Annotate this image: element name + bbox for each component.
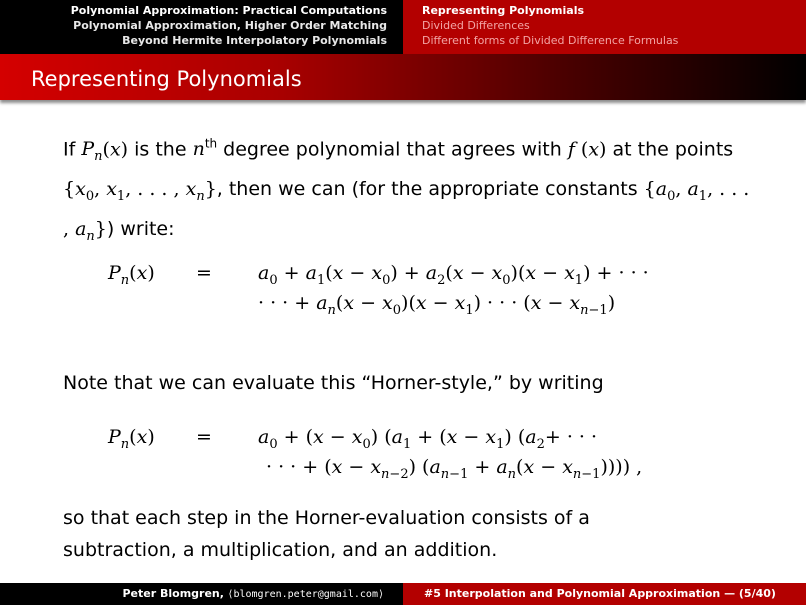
subsection-link-representing-polynomials[interactable]: Representing Polynomials [422, 4, 585, 17]
slide-title-bar [0, 54, 806, 100]
intro-text-5: , then we can (for the appropriate constants [216, 178, 644, 201]
formula-point-set: {$x_0$, $x_1$, . . . , $x_n$} [63, 178, 217, 204]
note-paragraph: Note that we can evaluate this “Horner-style,” by writing [63, 372, 604, 394]
formula-pn-x: $P_n(x)$ [81, 138, 129, 165]
formula-nth: $n^{th}$ [192, 137, 218, 161]
formula-f-x: f (x) [567, 138, 607, 161]
intro-text-6: ) write: [106, 217, 175, 240]
equation-horner-line-2: · · · + $(x - x_{n-2})$ $(a_{n-1} + a_n(x - x_{n-1}))$)) , [266, 456, 643, 482]
conclusion-paragraph: so that each step in the Horner-evaluation consists of a subtraction, a multiplication, and an addition. [63, 507, 590, 561]
equation-newton-line-2: · · · + $a_n(x - x_0)(x - x_1)$ · · · $(x - x_{n-1})$ [258, 292, 616, 318]
subsection-link-different-forms[interactable]: Different forms of Divided Difference Formulas [422, 34, 679, 47]
footer-lecture-title: #5 Interpolation and Polynomial Approximation [424, 587, 721, 600]
intro-paragraph [63, 128, 753, 253]
equation-newton-lhs: $P_n(x)$ [108, 262, 155, 288]
slide-body [63, 128, 753, 253]
formula-constant-set: {$a_0$, $a_1$, . . . , $a_n$} [63, 178, 750, 244]
footer-email: ⟨blomgren.peter@gmail.com⟩ [227, 589, 384, 600]
section-link-practical-computations[interactable]: Polynomial Approximation: Practical Computations [70, 4, 387, 17]
equation-horner-line-1: $a_0 + (x - x_0) (a_1 + (x - x_1) (a_2+$ · · · [258, 426, 598, 452]
footer-page-number: — (5/40) [724, 587, 776, 600]
footer-author-block [0, 583, 403, 605]
intro-text-4: at the points [606, 138, 734, 161]
intro-text-1: If [63, 138, 82, 161]
intro-text-3: degree polynomial that agrees with [217, 138, 568, 161]
subsection-nav [403, 0, 806, 54]
equation-newton-line-1: $a_0 + a_1(x - x_0) + a_2(x - x_0)(x - x_1)$ + · · · [258, 262, 649, 288]
equation-horner-lhs: $P_n(x)$ [108, 426, 155, 452]
slide-title: Representing Polynomials [31, 67, 302, 91]
footer [0, 583, 806, 605]
section-nav [0, 0, 403, 54]
intro-text-2: is the [128, 138, 193, 161]
section-link-beyond-hermite[interactable]: Beyond Hermite Interpolatory Polynomials [122, 34, 387, 47]
equation-horner-equals: = [196, 426, 212, 448]
subsection-link-divided-differences[interactable]: Divided Differences [422, 19, 530, 32]
equation-newton-equals: = [196, 262, 212, 284]
footer-lecture-block [403, 583, 806, 605]
footer-author: Peter Blomgren, [122, 587, 224, 600]
header-navigation [0, 0, 806, 54]
section-link-higher-order-matching[interactable]: Polynomial Approximation, Higher Order Matching [73, 19, 387, 32]
